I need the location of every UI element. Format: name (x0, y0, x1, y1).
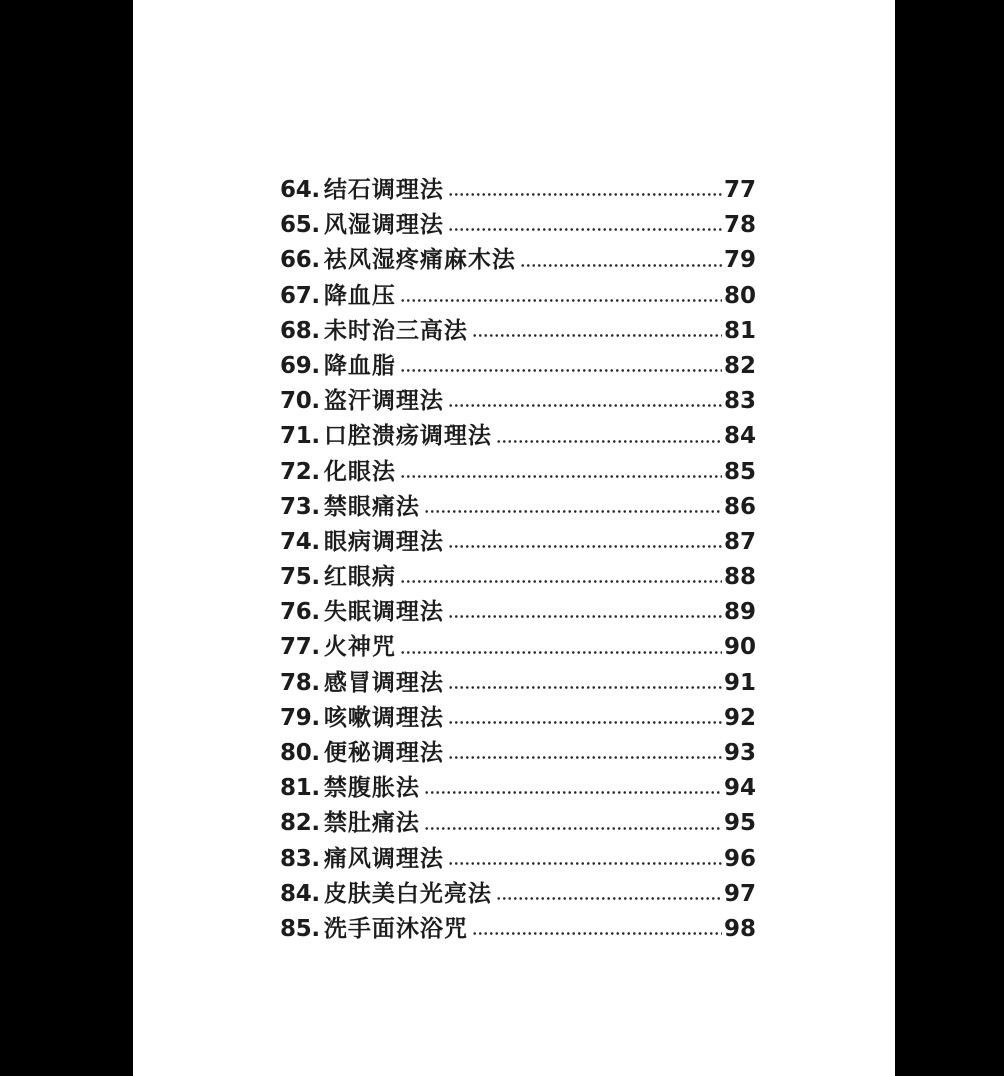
entry-title: 禁眼痛法 (323, 492, 420, 520)
entry-number: 85. (280, 915, 320, 942)
entry-page-number: 77 (723, 177, 756, 203)
dot-leader (496, 897, 722, 900)
toc-entry (280, 841, 756, 876)
toc-entry (280, 242, 756, 277)
entry-page-number: 93 (723, 740, 756, 766)
entry-title: 眼病调理法 (323, 527, 444, 555)
toc-entry (280, 172, 756, 207)
entry-page-number: 90 (723, 634, 756, 661)
entry-page-number: 80 (723, 282, 756, 309)
entry-page-number: 95 (723, 810, 756, 837)
entry-number: 79. (280, 704, 320, 731)
entry-page-number: 85 (723, 458, 756, 485)
entry-number: 71. (280, 423, 320, 450)
toc-entry (280, 454, 756, 489)
entry-title: 痛风调理法 (323, 844, 444, 872)
entry-page-number: 88 (723, 564, 756, 591)
entry-number: 68. (280, 317, 320, 344)
toc-entry (280, 805, 756, 840)
entry-title: 风湿调理法 (323, 211, 444, 239)
entry-title: 祛风湿疼痛麻木法 (323, 246, 516, 274)
dot-leader (448, 228, 722, 231)
entry-title: 禁腹胀法 (323, 774, 420, 802)
toc-entry (280, 524, 756, 559)
entry-title: 化眼法 (323, 457, 396, 485)
dot-leader (472, 932, 722, 935)
entry-number: 78. (280, 669, 320, 696)
entry-number: 84. (280, 880, 320, 907)
entry-title: 洗手面沐浴咒 (323, 914, 468, 942)
entry-page-number: 92 (723, 704, 756, 731)
dot-leader (496, 440, 722, 443)
entry-page-number: 82 (723, 352, 756, 379)
toc-entry (280, 489, 756, 524)
entry-page-number: 94 (723, 775, 756, 802)
dot-leader (448, 862, 722, 865)
entry-number: 83. (280, 845, 320, 872)
dot-leader (400, 475, 722, 478)
entry-page-number: 91 (723, 669, 756, 696)
entry-title: 结石调理法 (323, 176, 444, 203)
dot-leader (400, 651, 722, 654)
entry-page-number: 87 (723, 528, 756, 555)
dot-leader (424, 510, 722, 513)
dot-leader (448, 545, 722, 548)
entry-page-number: 78 (723, 212, 756, 239)
entry-number: 66. (280, 247, 320, 274)
dot-leader (448, 193, 722, 196)
toc-entry (280, 629, 756, 664)
toc-entry (280, 207, 756, 242)
entry-page-number: 84 (723, 423, 756, 450)
entry-number: 72. (280, 458, 320, 485)
toc-entry (280, 700, 756, 735)
toc-entry (280, 348, 756, 383)
toc-entry (280, 383, 756, 418)
entry-title: 火神咒 (323, 633, 396, 661)
dot-leader (520, 264, 722, 267)
toc-entry (280, 278, 756, 313)
dot-leader (424, 791, 722, 794)
entry-number: 67. (280, 282, 320, 309)
dot-leader (424, 827, 722, 830)
entry-title: 便秘调理法 (323, 739, 444, 766)
entry-title: 咳嗽调理法 (323, 703, 444, 731)
entry-page-number: 96 (723, 845, 756, 872)
entry-page-number: 86 (723, 493, 756, 520)
toc-entry (280, 559, 756, 594)
toc-entry (280, 313, 756, 348)
dot-leader (448, 686, 722, 689)
toc-entry (280, 911, 756, 946)
entry-page-number: 89 (723, 599, 756, 626)
entry-title: 降血压 (323, 281, 396, 309)
entry-title: 盗汗调理法 (323, 387, 444, 415)
toc-entry (280, 665, 756, 700)
entry-page-number: 79 (723, 247, 756, 274)
entry-number: 64. (280, 177, 320, 203)
entry-page-number: 83 (723, 388, 756, 415)
entry-number: 65. (280, 212, 320, 239)
toc-entry (280, 876, 756, 911)
entry-number: 82. (280, 810, 320, 837)
entry-page-number: 97 (723, 880, 756, 907)
toc-entry (280, 418, 756, 453)
entry-title: 皮肤美白光亮法 (323, 879, 492, 907)
entry-title: 失眠调理法 (323, 598, 444, 626)
dot-leader (472, 334, 722, 337)
entry-title: 禁肚痛法 (323, 809, 420, 837)
entry-number: 76. (280, 599, 320, 626)
toc-entry (280, 594, 756, 629)
dot-leader (400, 580, 722, 583)
entry-title: 降血脂 (323, 351, 396, 379)
entry-number: 70. (280, 388, 320, 415)
dot-leader (448, 756, 722, 759)
entry-page-number: 98 (723, 915, 756, 942)
entry-number: 69. (280, 352, 320, 379)
dot-leader (400, 369, 722, 372)
entry-number: 80. (280, 740, 320, 766)
dot-leader (400, 299, 722, 302)
entry-number: 73. (280, 493, 320, 520)
entry-title: 口腔溃疡调理法 (323, 422, 492, 450)
entry-title: 未时治三高法 (323, 316, 468, 344)
entry-number: 77. (280, 634, 320, 661)
entry-title: 红眼病 (323, 563, 396, 591)
toc-entry (280, 735, 756, 770)
entry-number: 81. (280, 775, 320, 802)
entry-title: 感冒调理法 (323, 668, 444, 696)
dot-leader (448, 404, 722, 407)
toc-entry (280, 770, 756, 805)
entry-number: 75. (280, 564, 320, 591)
dot-leader (448, 721, 722, 724)
table-of-contents (280, 172, 756, 946)
dot-leader (448, 615, 722, 618)
entry-number: 74. (280, 528, 320, 555)
entry-page-number: 81 (723, 317, 756, 344)
